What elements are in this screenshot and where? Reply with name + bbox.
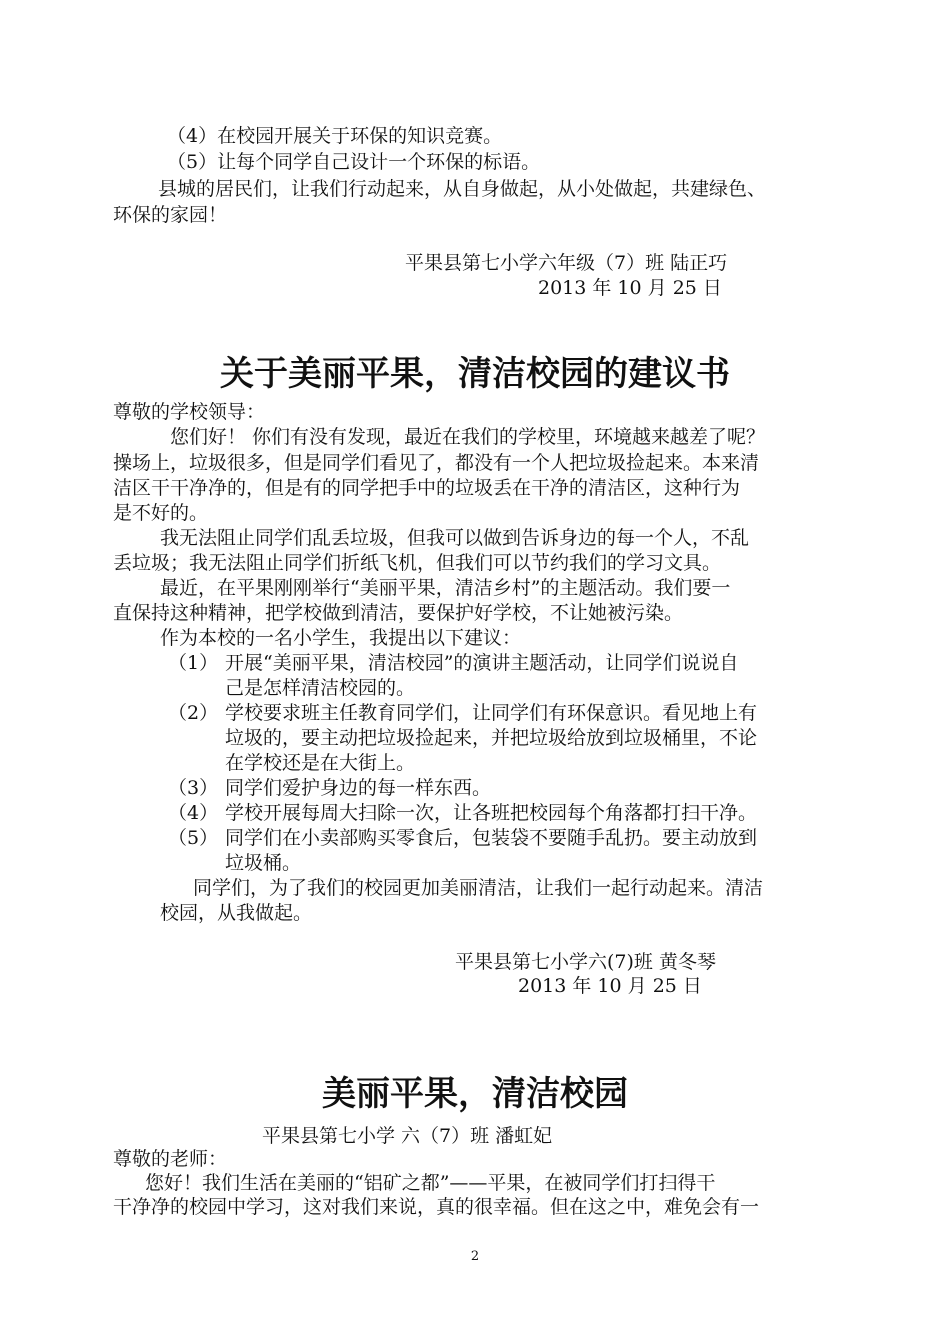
salutation: 尊敬的老师： (113, 1148, 228, 1170)
body-line: 操场上，垃圾很多，但是同学们看见了，都没有一个人把垃圾捡起来。本来清 (113, 452, 760, 474)
closing-line: 县城的居民们，让我们行动起来，从自身做起，从小处做起，共建绿色、 (158, 178, 767, 200)
item-4: （4）在校园开展关于环保的知识竞赛。 (167, 125, 503, 147)
suggestion-number: （5） (168, 827, 219, 849)
date: 2013 年 10 月 25 日 (518, 975, 702, 997)
salutation: 尊敬的学校领导： (113, 401, 266, 423)
body-line: 最近，在平果刚刚举行“美丽平果，清洁乡村”的主题活动。我们要一 (160, 577, 731, 599)
body-line: 干净净的校园中学习，这对我们来说，真的很幸福。但在这之中，难免会有一 (113, 1196, 760, 1218)
closing-line: 校园，从我做起。 (160, 902, 313, 924)
body-line: 丢垃圾；我无法阻止同学们折纸飞机，但我们可以节约我们的学习文具。 (113, 552, 722, 574)
body-line: 直保持这种精神，把学校做到清洁，要保护好学校，不让她被污染。 (113, 602, 684, 624)
body-line: 洁区干干净净的，但是有的同学把手中的垃圾丢在干净的清洁区，这种行为 (113, 477, 741, 499)
suggestion-line: 同学们在小卖部购买零食后，包装袋不要随手乱扔。要主动放到 (225, 827, 758, 849)
suggestion-line: 垃圾桶。 (225, 852, 302, 874)
page-number: 2 (470, 1249, 480, 1264)
closing-line: 环保的家园！ (113, 204, 228, 226)
signature: 平果县第七小学六年级（7）班 陆正巧 (405, 252, 728, 274)
section-title: 美丽平果，清洁校园 (322, 1074, 628, 1114)
item-5: （5）让每个同学自己设计一个环保的标语。 (167, 151, 541, 173)
body-line: 您们好！ 你们有没有发现，最近在我们的学校里，环境越来越差了呢？ (170, 426, 766, 448)
signature: 平果县第七小学六(7)班 黄冬琴 (455, 951, 716, 973)
suggestion-line: 学校开展每周大扫除一次，让各班把校园每个角落都打扫干净。 (225, 802, 758, 824)
suggestion-number: （2） (168, 702, 219, 724)
section-title: 关于美丽平果，清洁校园的建议书 (220, 354, 730, 394)
closing-line: 同学们，为了我们的校园更加美丽清洁，让我们一起行动起来。清洁 (193, 877, 764, 899)
body-line: 您好！我们生活在美丽的“铝矿之都”——平果，在被同学们打扫得干 (145, 1172, 716, 1194)
suggestion-number: （1） (168, 652, 219, 674)
suggestion-line: 在学校还是在大街上。 (225, 752, 416, 774)
body-line: 我无法阻止同学们乱丢垃圾，但我可以做到告诉身边的每一个人，不乱 (160, 527, 750, 549)
suggestion-line: 同学们爱护身边的每一样东西。 (225, 777, 492, 799)
suggestion-line: 学校要求班主任教育同学们，让同学们有环保意识。看见地上有 (225, 702, 758, 724)
suggestion-line: 己是怎样清洁校园的。 (225, 677, 416, 699)
body-line: 作为本校的一名小学生，我提出以下建议： (160, 627, 522, 649)
suggestion-number: （4） (168, 802, 219, 824)
body-line: 是不好的。 (113, 502, 209, 524)
suggestion-line: 开展“美丽平果，清洁校园”的演讲主题活动，让同学们说说自 (225, 652, 739, 674)
byline: 平果县第七小学 六（7）班 潘虹妃 (262, 1125, 553, 1147)
date: 2013 年 10 月 25 日 (538, 277, 722, 299)
suggestion-line: 垃圾的，要主动把垃圾捡起来，并把垃圾给放到垃圾桶里，不论 (225, 727, 758, 749)
suggestion-number: （3） (168, 777, 219, 799)
